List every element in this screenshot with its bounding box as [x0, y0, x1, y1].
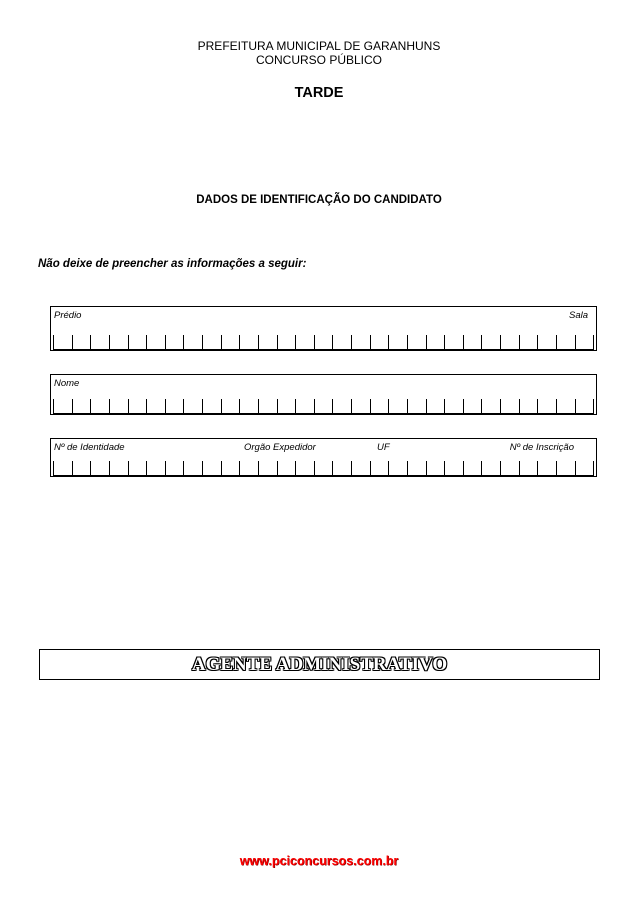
- character-cell[interactable]: [408, 461, 427, 476]
- character-cell[interactable]: [129, 335, 148, 350]
- character-cell[interactable]: [110, 461, 129, 476]
- predio-sala-input[interactable]: [53, 335, 594, 350]
- character-cell[interactable]: [576, 335, 595, 350]
- character-cell[interactable]: [557, 399, 576, 414]
- character-cell[interactable]: [91, 335, 110, 350]
- identity-input[interactable]: [53, 461, 594, 476]
- character-cell[interactable]: [166, 461, 185, 476]
- character-cell[interactable]: [445, 335, 464, 350]
- character-cell[interactable]: [389, 461, 408, 476]
- character-cell[interactable]: [538, 399, 557, 414]
- character-cell[interactable]: [184, 461, 203, 476]
- character-cell[interactable]: [501, 335, 520, 350]
- character-cell[interactable]: [240, 335, 259, 350]
- character-cell[interactable]: [408, 399, 427, 414]
- character-cell[interactable]: [222, 399, 241, 414]
- character-cell[interactable]: [352, 399, 371, 414]
- uf-label: UF: [377, 442, 390, 453]
- character-cell[interactable]: [129, 461, 148, 476]
- character-cell[interactable]: [278, 461, 297, 476]
- character-cell[interactable]: [482, 461, 501, 476]
- character-cell[interactable]: [371, 335, 390, 350]
- character-cell[interactable]: [240, 399, 259, 414]
- period-title: TARDE: [294, 85, 344, 101]
- character-cell[interactable]: [520, 399, 539, 414]
- character-cell[interactable]: [240, 461, 259, 476]
- character-cell[interactable]: [501, 399, 520, 414]
- character-cell[interactable]: [110, 335, 129, 350]
- character-cell[interactable]: [520, 461, 539, 476]
- instruction-text: Não deixe de preencher as informações a seguir:: [38, 258, 307, 270]
- predio-sala-box: [50, 306, 597, 351]
- character-cell[interactable]: [184, 399, 203, 414]
- character-cell[interactable]: [91, 399, 110, 414]
- character-cell[interactable]: [278, 335, 297, 350]
- character-cell[interactable]: [278, 399, 297, 414]
- character-cell[interactable]: [482, 399, 501, 414]
- character-cell[interactable]: [501, 461, 520, 476]
- character-cell[interactable]: [557, 461, 576, 476]
- character-cell[interactable]: [166, 335, 185, 350]
- character-cell[interactable]: [222, 335, 241, 350]
- character-cell[interactable]: [53, 399, 73, 414]
- sala-label: Sala: [568, 310, 588, 321]
- character-cell[interactable]: [110, 399, 129, 414]
- character-cell[interactable]: [73, 335, 92, 350]
- character-cell[interactable]: [557, 335, 576, 350]
- character-cell[interactable]: [73, 399, 92, 414]
- character-cell[interactable]: [389, 399, 408, 414]
- character-cell[interactable]: [333, 335, 352, 350]
- character-cell[interactable]: [408, 335, 427, 350]
- nome-input[interactable]: [53, 399, 594, 414]
- character-cell[interactable]: [576, 461, 595, 476]
- character-cell[interactable]: [427, 461, 446, 476]
- character-cell[interactable]: [203, 399, 222, 414]
- character-cell[interactable]: [203, 335, 222, 350]
- character-cell[interactable]: [464, 399, 483, 414]
- character-cell[interactable]: [203, 461, 222, 476]
- character-cell[interactable]: [53, 335, 73, 350]
- character-cell[interactable]: [371, 399, 390, 414]
- character-cell[interactable]: [445, 399, 464, 414]
- footer-link[interactable]: www.pciconcursos.com.br: [239, 854, 399, 868]
- institution-title: PREFEITURA MUNICIPAL DE GARANHUNS: [197, 39, 441, 53]
- character-cell[interactable]: [147, 335, 166, 350]
- character-cell[interactable]: [53, 461, 73, 476]
- character-cell[interactable]: [296, 399, 315, 414]
- character-cell[interactable]: [259, 335, 278, 350]
- character-cell[interactable]: [464, 461, 483, 476]
- predio-label: Prédio: [54, 310, 82, 321]
- character-cell[interactable]: [73, 461, 92, 476]
- character-cell[interactable]: [166, 399, 185, 414]
- character-cell[interactable]: [371, 461, 390, 476]
- orgao-label: Orgão Expedidor: [244, 442, 316, 453]
- character-cell[interactable]: [427, 335, 446, 350]
- character-cell[interactable]: [296, 461, 315, 476]
- character-cell[interactable]: [352, 335, 371, 350]
- character-cell[interactable]: [445, 461, 464, 476]
- character-cell[interactable]: [147, 461, 166, 476]
- character-cell[interactable]: [259, 399, 278, 414]
- identidade-label: Nº de Identidade: [54, 442, 125, 453]
- character-cell[interactable]: [222, 461, 241, 476]
- character-cell[interactable]: [538, 461, 557, 476]
- character-cell[interactable]: [464, 335, 483, 350]
- character-cell[interactable]: [147, 399, 166, 414]
- character-cell[interactable]: [315, 461, 334, 476]
- nome-label: Nome: [54, 378, 80, 389]
- role-box: [39, 649, 600, 680]
- inscricao-label: Nº de Inscrição: [509, 442, 574, 453]
- character-cell[interactable]: [520, 335, 539, 350]
- character-cell[interactable]: [389, 335, 408, 350]
- contest-title: CONCURSO PÚBLICO: [255, 53, 383, 67]
- character-cell[interactable]: [427, 399, 446, 414]
- character-cell[interactable]: [538, 335, 557, 350]
- character-cell[interactable]: [315, 335, 334, 350]
- character-cell[interactable]: [296, 335, 315, 350]
- character-cell[interactable]: [352, 461, 371, 476]
- character-cell[interactable]: [333, 461, 352, 476]
- character-cell[interactable]: [91, 461, 110, 476]
- character-cell[interactable]: [129, 399, 148, 414]
- character-cell[interactable]: [259, 461, 278, 476]
- nome-box: [50, 374, 597, 415]
- character-cell[interactable]: [576, 399, 595, 414]
- section-title: DADOS DE IDENTIFICAÇÃO DO CANDIDATO: [196, 194, 442, 206]
- character-cell[interactable]: [184, 335, 203, 350]
- character-cell[interactable]: [333, 399, 352, 414]
- identity-box: [50, 438, 597, 477]
- role-title: AGENTE ADMINISTRATIVO: [191, 654, 448, 675]
- character-cell[interactable]: [315, 399, 334, 414]
- character-cell[interactable]: [482, 335, 501, 350]
